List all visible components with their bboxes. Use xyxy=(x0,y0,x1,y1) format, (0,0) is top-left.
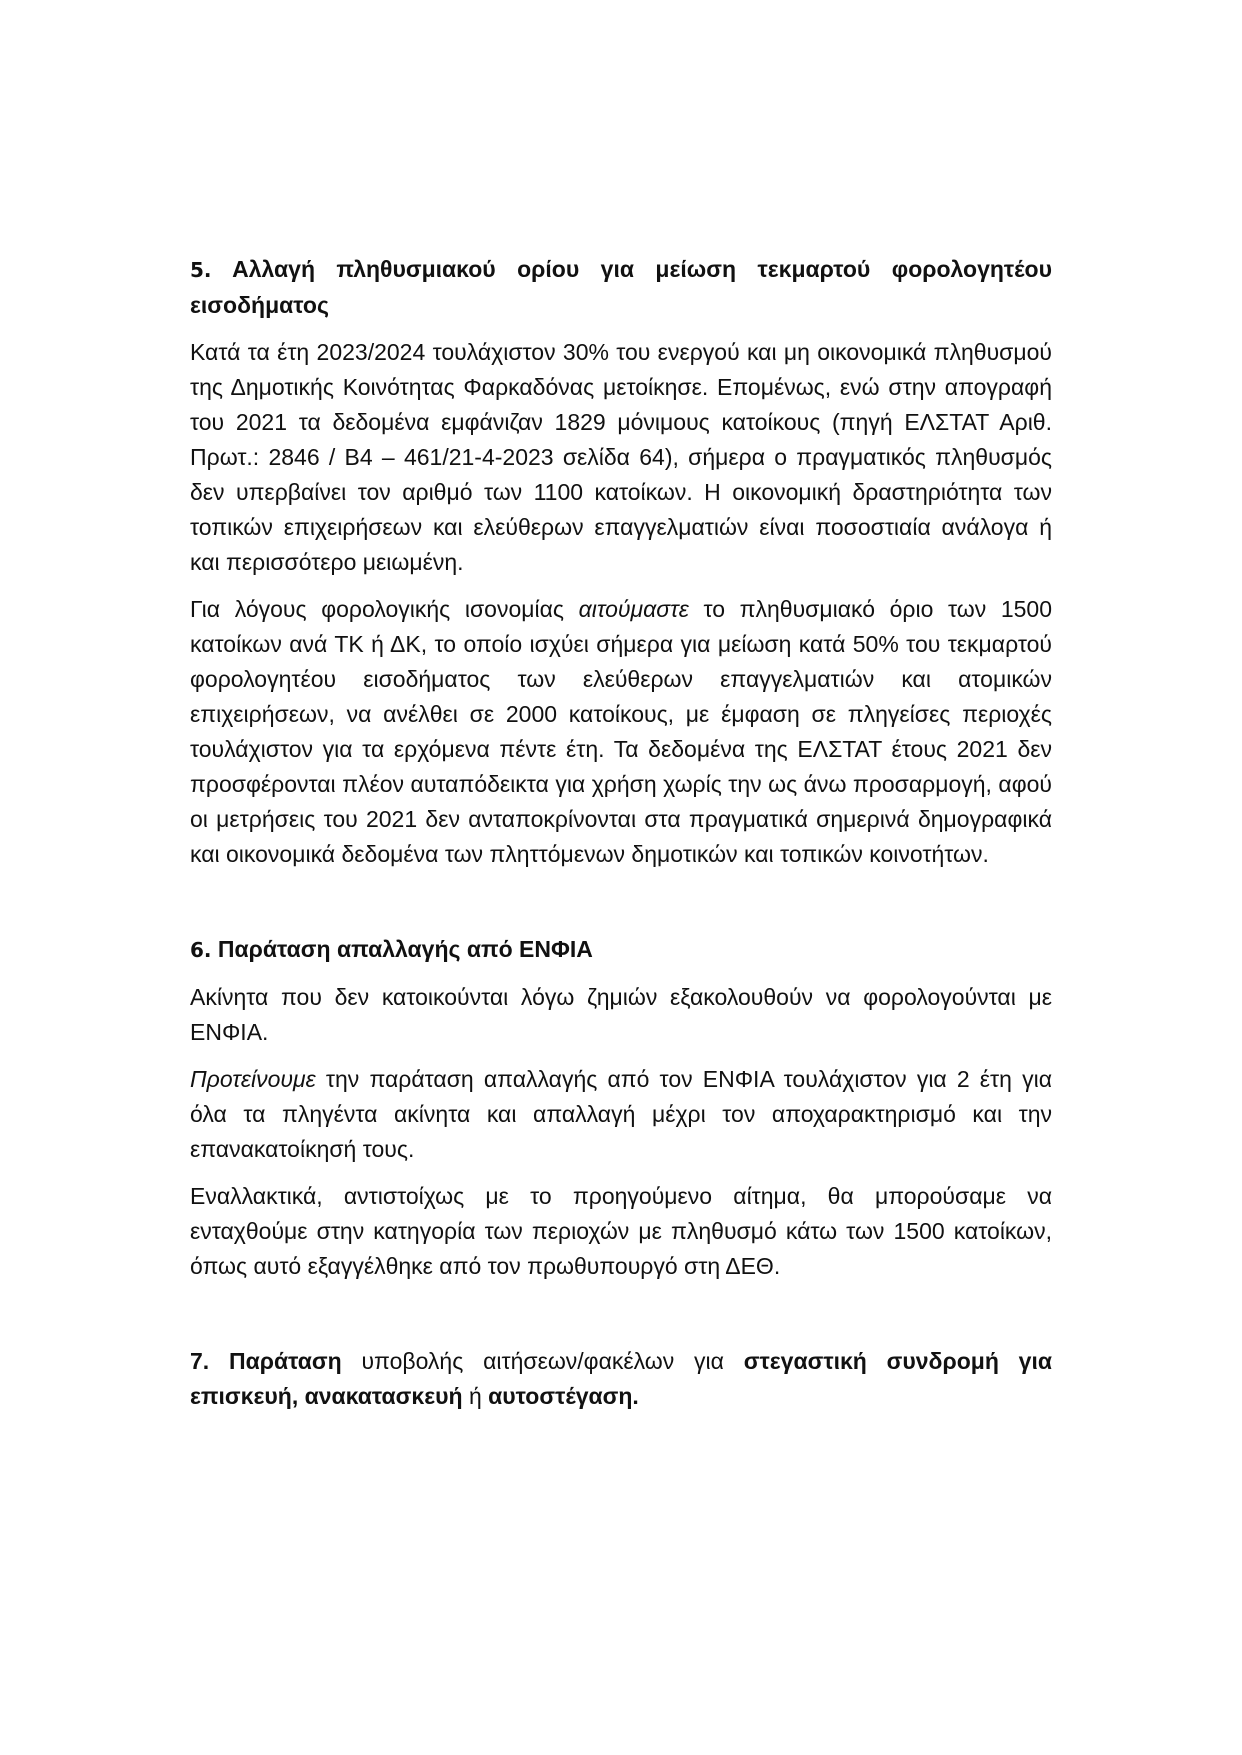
section-7-title-bold-2: στεγαστική συνδρομή για επισκευή, ανακατασκευή xyxy=(190,1348,1052,1409)
section-7-title-bold-3: αυτοστέγαση. xyxy=(488,1383,639,1409)
section-6-title: Παράταση απαλλαγής από ΕΝΦΙΑ xyxy=(217,936,593,962)
section-7-heading xyxy=(190,1344,1052,1414)
document-page xyxy=(190,252,1052,1426)
section-6-paragraph-2 xyxy=(190,1062,1052,1167)
section-5-paragraph-2-start: Για λόγους φορολογικής ισονομίας xyxy=(190,596,579,622)
section-spacer xyxy=(190,884,1052,932)
section-7-title-normal-1: υποβολής αιτήσεων/φακέλων για xyxy=(341,1348,744,1374)
section-6-heading xyxy=(190,932,1052,968)
section-5-paragraph-2 xyxy=(190,592,1052,872)
section-5-paragraph-1: Κατά τα έτη 2023/2024 τουλάχιστον 30% του ενεργού και μη οικονομικά πληθυσμού της Δημοτικής Κοινότητας Φαρκαδόνας μετοίκησε. Επομένως, ενώ στην απογραφή του 2021 τα δεδομένα εμφάνιζαν 1829 μόνιμους κατοίκους (πηγή ΕΛΣΤΑΤ Αριθ. Πρωτ.: 2846 / Β4 – 461/21-4-2023 σελίδα 64), σήμερα ο πραγματικός πληθυσμός δεν υπερβαίνει τον αριθμό των 1100 κατοίκων. Η οικονομική δραστηριότητα των τοπικών επιχειρήσεων και ελεύθερων επαγγελματιών είναι ποσοστιαία ανάλογα ή και περισσότερο μειωμένη. xyxy=(190,339,1052,575)
section-7-number: 7. xyxy=(190,1348,210,1374)
section-5-paragraph-2-emphasis: αιτούμαστε xyxy=(578,596,689,622)
section-6-paragraph-1: Ακίνητα που δεν κατοικούνται λόγω ζημιών εξακολουθούν να φορολογούνται με ΕΝΦΙΑ. xyxy=(190,984,1052,1045)
section-5-heading xyxy=(190,252,1052,323)
section-6-number: 6. xyxy=(190,938,212,962)
section-5-number: 5. xyxy=(190,258,212,282)
section-6-paragraph-3: Εναλλακτικά, αντιστοίχως με το προηγούμενο αίτημα, θα μπορούσαμε να ενταχθούμε στην κατηγορία των περιοχών με πληθυσμό κάτω των 1500 κατοίκων, όπως αυτό εξαγγέλθηκε από τον πρωθυπουργό στη ΔΕΘ. xyxy=(190,1183,1052,1279)
section-6-paragraph-2-emphasis: Προτείνουμε xyxy=(190,1066,316,1092)
section-5-title: Αλλαγή πληθυσμιακού ορίου για μείωση τεκμαρτού φορολογητέου εισοδήματος xyxy=(190,256,1052,318)
section-6-paragraph-2-rest: την παράταση απαλλαγής από τον ΕΝΦΙΑ τουλάχιστον για 2 έτη για όλα τα πληγέντα ακίνητα και απαλλαγή μέχρι τον αποχαρακτηρισμό και την επανακατοίκησή τους. xyxy=(190,1066,1052,1162)
section-5-paragraph-2-rest: το πληθυσμιακό όριο των 1500 κατοίκων ανά ΤΚ ή ΔΚ, το οποίο ισχύει σήμερα για μείωση κατά 50% του τεκμαρτού φορολογητέου εισοδήματος των ελεύθερων επαγγελματιών και ατομικών επιχειρήσεων, να ανέλθει σε 2000 κατοίκους, με έμφαση σε πληγείσες περιοχές τουλάχιστον για τα ερχόμενα πέντε έτη. Τα δεδομένα της ΕΛΣΤΑΤ έτους 2021 δεν προσφέρονται πλέον αυταπόδεικτα για χρήση χωρίς την ως άνω προσαρμογή, αφού οι μετρήσεις του 2021 δεν ανταποκρίνονται στα πραγματικά σημερινά δημογραφικά και οικονομικά δεδομένα των πληττόμενων δημοτικών και τοπικών κοινοτήτων. xyxy=(190,596,1052,867)
section-7-title-bold-1: Παράταση xyxy=(228,1348,342,1374)
section-7-title-normal-2: ή xyxy=(462,1383,489,1409)
section-spacer xyxy=(190,1296,1052,1344)
